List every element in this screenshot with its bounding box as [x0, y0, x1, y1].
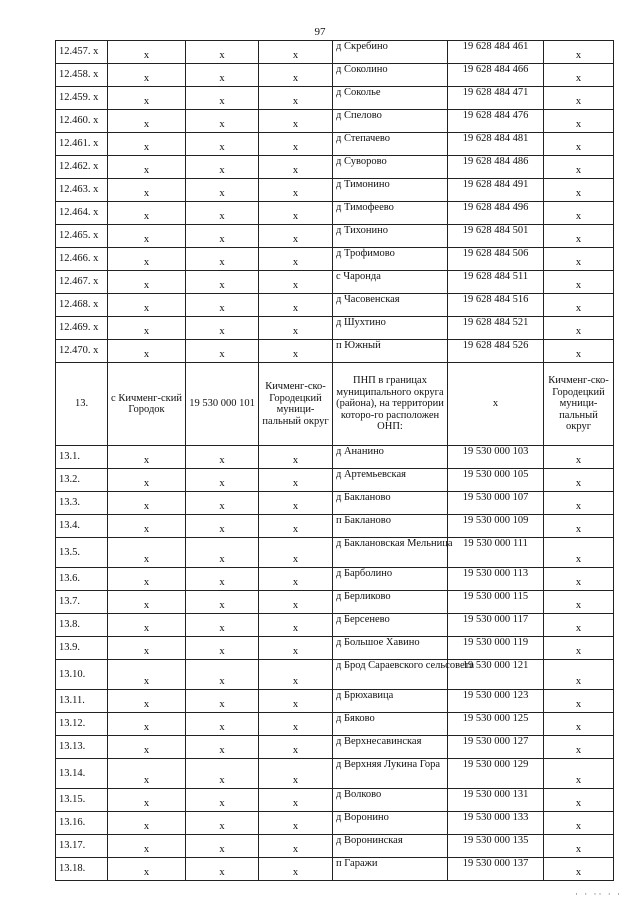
settlement-name: д Степачево: [333, 133, 448, 156]
oktmo-code: 19 628 484 491: [448, 179, 544, 202]
cell-x: х: [108, 271, 186, 294]
settlement-name: д Верхняя Лукина Гора: [333, 759, 448, 789]
cell-x: х: [544, 858, 614, 881]
oktmo-code: 19 530 000 119: [448, 637, 544, 660]
oktmo-code: 19 628 484 521: [448, 317, 544, 340]
table-row: [56, 156, 614, 179]
oktmo-code: 19 530 000 125: [448, 713, 544, 736]
row-number: 12.469. х: [56, 317, 108, 340]
settlement-name: п Южный: [333, 340, 448, 363]
cell-x: х: [544, 133, 614, 156]
cell-x: х: [544, 660, 614, 690]
row-number: 13.17.: [56, 835, 108, 858]
oktmo-code: 19 628 484 506: [448, 248, 544, 271]
table-row: [56, 713, 614, 736]
cell-x: х: [259, 202, 333, 225]
cell-x: х: [186, 225, 259, 248]
cell-x: х: [108, 179, 186, 202]
row-number: 13.8.: [56, 614, 108, 637]
cell-x: х: [259, 271, 333, 294]
settlement-name: д Брюхавица: [333, 690, 448, 713]
row-number: 13.5.: [56, 538, 108, 568]
cell-x: х: [259, 568, 333, 591]
row-number: 13.1.: [56, 446, 108, 469]
cell-x: х: [259, 179, 333, 202]
cell-x: х: [259, 317, 333, 340]
cell-x: х: [259, 340, 333, 363]
cell-x: х: [108, 614, 186, 637]
settlement-name: д Баклановская Мельница: [333, 538, 448, 568]
cell-x: х: [259, 736, 333, 759]
row-number: 13.2.: [56, 469, 108, 492]
row-number: 13.12.: [56, 713, 108, 736]
cell-x: х: [259, 469, 333, 492]
cell-x: х: [544, 614, 614, 637]
oktmo-code: 19 628 484 486: [448, 156, 544, 179]
cell-x: х: [259, 64, 333, 87]
oktmo-code: 19 628 484 511: [448, 271, 544, 294]
table-row: [56, 248, 614, 271]
settlement-name: д Тихонино: [333, 225, 448, 248]
cell-x: х: [259, 538, 333, 568]
cell-x: х: [544, 271, 614, 294]
row-number: 12.466. х: [56, 248, 108, 271]
oktmo-code: 19 628 484 476: [448, 110, 544, 133]
group-note: ПНП в границах муниципального округа (района), на территории которо-го расположен ОНП:: [333, 363, 448, 446]
settlement-name: д Воронино: [333, 812, 448, 835]
cell-x: х: [186, 789, 259, 812]
row-number: 13.4.: [56, 515, 108, 538]
oktmo-code: 19 530 000 103: [448, 446, 544, 469]
group-number: 13.: [56, 363, 108, 446]
cell-x: х: [544, 202, 614, 225]
settlement-name: д Верхнесавинская: [333, 736, 448, 759]
cell-x: х: [259, 156, 333, 179]
table-row: [56, 690, 614, 713]
cell-x: х: [186, 179, 259, 202]
table-row: [56, 538, 614, 568]
cell-x: х: [259, 446, 333, 469]
cell-x: х: [186, 736, 259, 759]
cell-x: х: [108, 515, 186, 538]
cell-x: х: [544, 294, 614, 317]
row-number: 13.11.: [56, 690, 108, 713]
cell-x: х: [259, 492, 333, 515]
row-number: 13.13.: [56, 736, 108, 759]
table-row: [56, 271, 614, 294]
table-row: [56, 614, 614, 637]
cell-x: х: [108, 133, 186, 156]
cell-x: х: [259, 133, 333, 156]
cell-x: х: [259, 759, 333, 789]
table-row: [56, 179, 614, 202]
settlement-name: д Соколино: [333, 64, 448, 87]
cell-x: х: [544, 637, 614, 660]
settlement-name: д Берликово: [333, 591, 448, 614]
cell-x: х: [108, 110, 186, 133]
bottom-rows: [56, 446, 614, 881]
cell-x: х: [544, 110, 614, 133]
table-row: [56, 202, 614, 225]
cell-x: х: [259, 248, 333, 271]
oktmo-code: 19 628 484 481: [448, 133, 544, 156]
settlement-name: п Гаражи: [333, 858, 448, 881]
cell-x: х: [259, 713, 333, 736]
cell-x: х: [108, 225, 186, 248]
oktmo-code: 19 628 484 471: [448, 87, 544, 110]
table-row: [56, 736, 614, 759]
cell-x: х: [108, 690, 186, 713]
oktmo-code: 19 530 000 111: [448, 538, 544, 568]
oktmo-code: 19 530 000 105: [448, 469, 544, 492]
cell-x: х: [186, 41, 259, 64]
table-row: [56, 568, 614, 591]
row-number: 13.6.: [56, 568, 108, 591]
cell-x: х: [544, 41, 614, 64]
settlement-name: д Барболино: [333, 568, 448, 591]
table-row: [56, 591, 614, 614]
cell-x: х: [108, 858, 186, 881]
row-number: 12.468. х: [56, 294, 108, 317]
table-row: [56, 812, 614, 835]
row-number: 12.462. х: [56, 156, 108, 179]
row-number: 12.458. х: [56, 64, 108, 87]
cell-x: х: [259, 41, 333, 64]
cell-x: х: [108, 87, 186, 110]
cell-x: х: [186, 446, 259, 469]
cell-x: х: [259, 87, 333, 110]
cell-x: х: [186, 660, 259, 690]
table-row: [56, 515, 614, 538]
cell-x: х: [544, 736, 614, 759]
table-row: [56, 469, 614, 492]
settlement-name: д Артемьевская: [333, 469, 448, 492]
cell-x: х: [186, 156, 259, 179]
cell-x: х: [108, 492, 186, 515]
settlement-name: д Большое Хавино: [333, 637, 448, 660]
settlement-name: д Брод Сараевского сельсовета: [333, 660, 448, 690]
cell-x: х: [108, 568, 186, 591]
row-number: 12.460. х: [56, 110, 108, 133]
table-row: [56, 446, 614, 469]
settlement-name: д Бяково: [333, 713, 448, 736]
cell-x: х: [259, 225, 333, 248]
cell-x: х: [259, 294, 333, 317]
oktmo-code: 19 530 000 113: [448, 568, 544, 591]
cell-x: х: [186, 538, 259, 568]
table-row: [56, 759, 614, 789]
cell-x: х: [186, 110, 259, 133]
cell-x: х: [544, 179, 614, 202]
settlement-name: д Воронинская: [333, 835, 448, 858]
cell-x: х: [108, 446, 186, 469]
cell-x: х: [186, 340, 259, 363]
table-row: [56, 660, 614, 690]
group-settlement: с Кичменг-ский Городок: [108, 363, 186, 446]
cell-x: х: [544, 156, 614, 179]
cell-x: х: [108, 469, 186, 492]
oktmo-code: 19 530 000 135: [448, 835, 544, 858]
row-number: 13.7.: [56, 591, 108, 614]
oktmo-code: 19 628 484 461: [448, 41, 544, 64]
cell-x: х: [108, 789, 186, 812]
cell-x: х: [544, 469, 614, 492]
settlement-name: д Спелово: [333, 110, 448, 133]
oktmo-code: 19 530 000 117: [448, 614, 544, 637]
settlement-name: п Бакланово: [333, 515, 448, 538]
cell-x: х: [108, 340, 186, 363]
oktmo-code: 19 628 484 501: [448, 225, 544, 248]
cell-x: х: [186, 202, 259, 225]
settlement-name: д Соколье: [333, 87, 448, 110]
cell-x: х: [544, 591, 614, 614]
cell-x: х: [186, 294, 259, 317]
cell-x: х: [544, 690, 614, 713]
cell-x: х: [544, 446, 614, 469]
row-number: 12.464. х: [56, 202, 108, 225]
cell-x: х: [186, 713, 259, 736]
group-13-header: [56, 363, 614, 446]
cell-x: х: [259, 690, 333, 713]
cell-x: х: [186, 812, 259, 835]
cell-x: х: [259, 110, 333, 133]
cell-x: х: [108, 759, 186, 789]
cell-x: х: [108, 591, 186, 614]
cell-x: х: [108, 835, 186, 858]
cell-x: х: [186, 637, 259, 660]
cell-x: х: [259, 789, 333, 812]
top-rows: [56, 41, 614, 363]
row-number: 12.461. х: [56, 133, 108, 156]
oktmo-code: 19 628 484 466: [448, 64, 544, 87]
cell-x: х: [544, 492, 614, 515]
row-number: 12.465. х: [56, 225, 108, 248]
cell-x: х: [259, 858, 333, 881]
group-district-2: Кичменг-ско-Городецкий муници-пальный округ: [544, 363, 614, 446]
cell-x: х: [108, 156, 186, 179]
table-row: [56, 858, 614, 881]
cell-x: х: [186, 858, 259, 881]
cell-x: х: [544, 340, 614, 363]
oktmo-code: 19 530 000 137: [448, 858, 544, 881]
cell-x: х: [186, 271, 259, 294]
cell-x: х: [108, 294, 186, 317]
page-number: 97: [314, 26, 326, 38]
cell-x: х: [259, 660, 333, 690]
cell-x: х: [544, 713, 614, 736]
settlement-name: д Ананино: [333, 446, 448, 469]
oktmo-code: 19 628 484 526: [448, 340, 544, 363]
cell-x: х: [544, 64, 614, 87]
row-number: 13.9.: [56, 637, 108, 660]
table-row: [56, 110, 614, 133]
cell-x: х: [108, 812, 186, 835]
cell-x: х: [259, 637, 333, 660]
settlement-name: д Тимонино: [333, 179, 448, 202]
cell-x: х: [186, 492, 259, 515]
group-district: Кичменг-ско-Городецкий муници-пальный округ: [259, 363, 333, 446]
group-x: х: [448, 363, 544, 446]
oktmo-code: 19 530 000 115: [448, 591, 544, 614]
table-row: [56, 294, 614, 317]
table-row: [56, 340, 614, 363]
cell-x: х: [186, 759, 259, 789]
scan-artifact: · · ·· · ·: [575, 889, 622, 899]
cell-x: х: [186, 248, 259, 271]
cell-x: х: [108, 64, 186, 87]
oktmo-code: 19 530 000 109: [448, 515, 544, 538]
oktmo-code: 19 530 000 129: [448, 759, 544, 789]
cell-x: х: [544, 759, 614, 789]
settlement-name: д Часовенская: [333, 294, 448, 317]
row-number: 13.18.: [56, 858, 108, 881]
table-row: [56, 133, 614, 156]
cell-x: х: [544, 568, 614, 591]
settlement-name: д Трофимово: [333, 248, 448, 271]
cell-x: х: [259, 614, 333, 637]
settlement-name: д Бакланово: [333, 492, 448, 515]
row-number: 12.457. х: [56, 41, 108, 64]
cell-x: х: [108, 660, 186, 690]
settlement-name: д Шухтино: [333, 317, 448, 340]
cell-x: х: [108, 538, 186, 568]
cell-x: х: [544, 248, 614, 271]
cell-x: х: [186, 614, 259, 637]
oktmo-code: 19 628 484 516: [448, 294, 544, 317]
cell-x: х: [186, 591, 259, 614]
oktmo-code: 19 530 000 133: [448, 812, 544, 835]
cell-x: х: [544, 812, 614, 835]
cell-x: х: [108, 248, 186, 271]
row-number: 13.10.: [56, 660, 108, 690]
cell-x: х: [108, 736, 186, 759]
table-row: [56, 64, 614, 87]
table-row: [56, 41, 614, 64]
cell-x: х: [259, 591, 333, 614]
cell-x: х: [108, 202, 186, 225]
cell-x: х: [186, 515, 259, 538]
cell-x: х: [186, 690, 259, 713]
settlement-name: д Тимофеево: [333, 202, 448, 225]
settlement-name: д Волково: [333, 789, 448, 812]
row-number: 12.459. х: [56, 87, 108, 110]
oktmo-code: 19 628 484 496: [448, 202, 544, 225]
cell-x: х: [108, 713, 186, 736]
oktmo-code: 19 530 000 123: [448, 690, 544, 713]
table-row: [56, 225, 614, 248]
cell-x: х: [108, 317, 186, 340]
row-number: 13.3.: [56, 492, 108, 515]
cell-x: х: [544, 538, 614, 568]
table-row: [56, 835, 614, 858]
cell-x: х: [259, 835, 333, 858]
table-row: [56, 87, 614, 110]
settlement-name: д Берсенево: [333, 614, 448, 637]
cell-x: х: [186, 568, 259, 591]
cell-x: х: [108, 637, 186, 660]
cell-x: х: [186, 133, 259, 156]
oktmo-code: 19 530 000 121: [448, 660, 544, 690]
row-number: 13.14.: [56, 759, 108, 789]
cell-x: х: [544, 87, 614, 110]
settlement-name: с Чаронда: [333, 271, 448, 294]
settlement-name: д Скребино: [333, 41, 448, 64]
cell-x: х: [186, 87, 259, 110]
cell-x: х: [186, 317, 259, 340]
group-oktmo: 19 530 000 101: [186, 363, 259, 446]
table-row: [56, 363, 614, 446]
oktmo-code: 19 530 000 107: [448, 492, 544, 515]
table-row: [56, 317, 614, 340]
row-number: 13.16.: [56, 812, 108, 835]
cell-x: х: [544, 515, 614, 538]
table-row: [56, 789, 614, 812]
cell-x: х: [259, 515, 333, 538]
oktmo-code: 19 530 000 131: [448, 789, 544, 812]
row-number: 12.463. х: [56, 179, 108, 202]
cell-x: х: [544, 789, 614, 812]
cell-x: х: [544, 225, 614, 248]
cell-x: х: [544, 835, 614, 858]
oktmo-code: 19 530 000 127: [448, 736, 544, 759]
table-row: [56, 492, 614, 515]
cell-x: х: [259, 812, 333, 835]
settlement-name: д Суворово: [333, 156, 448, 179]
table-row: [56, 637, 614, 660]
cell-x: х: [186, 835, 259, 858]
cell-x: х: [186, 469, 259, 492]
settlements-table: [55, 40, 614, 881]
row-number: 12.470. х: [56, 340, 108, 363]
cell-x: х: [108, 41, 186, 64]
row-number: 12.467. х: [56, 271, 108, 294]
cell-x: х: [186, 64, 259, 87]
row-number: 13.15.: [56, 789, 108, 812]
cell-x: х: [544, 317, 614, 340]
